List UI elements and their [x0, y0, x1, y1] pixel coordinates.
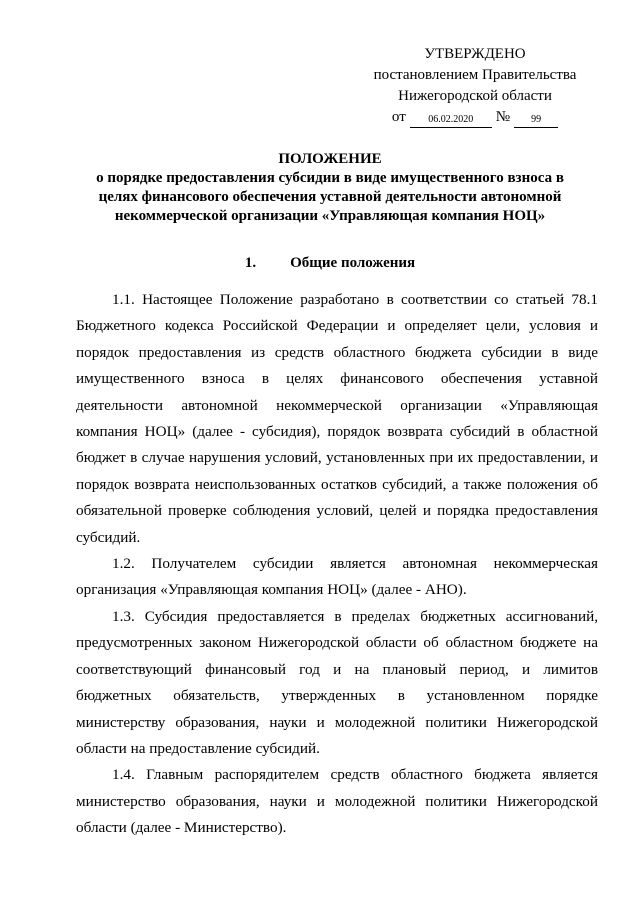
- document-body: [76, 287, 598, 842]
- paragraph-1-4: 1.4. Главным распорядителем средств областного бюджета является министерство образования, науки и молодежной политики Нижегородской области (далее - Министерство).: [76, 766, 598, 837]
- approval-region: Нижегородской области: [398, 88, 552, 104]
- approval-date-number-row: [360, 107, 590, 128]
- paragraph-1-1: 1.1. Настоящее Положение разработано в соответствии со статьей 78.1 Бюджетного кодекса Российской Федерации и определяет цели, условия и порядок предоставления из средств областного бюджета субсидии в виде имущественного взноса в целях финансового обеспечения уставной деятельности автономной некоммерческой организации «Управляющая компания НОЦ» (далее - субсидия), порядок возврата субсидий в областной бюджет в случае нарушения условий, установленных при их предоставлении, и порядок возврата неиспользованных остатков субсидий, а также положения об обязательной проверке соблюдения условий, целей и порядка предоставления субсидий.: [76, 291, 598, 546]
- approval-date: 06.02.2020: [410, 113, 492, 128]
- section-number: 1.: [244, 255, 257, 271]
- document-title-block: [80, 150, 580, 226]
- paragraph-1-2: 1.2. Получателем субсидии является автономная некоммерческая организация «Управляющая компания НОЦ» (далее - АНО).: [76, 555, 598, 599]
- paragraph-1-3: 1.3. Субсидия предоставляется в пределах бюджетных ассигнований, предусмотренных законом Нижегородской области об областном бюджете на соответствующий финансовый год и на плановый период, и лимитов бюджетных обязательств, утвержденных в установленном порядке министерству образования, науки и молодежной политики Нижегородской области на предоставление субсидий.: [76, 607, 598, 757]
- approval-number: 99: [514, 113, 558, 128]
- from-label: от: [391, 109, 406, 125]
- approval-authority: постановлением Правительства: [373, 67, 577, 83]
- approval-heading: УТВЕРЖДЕНО: [424, 46, 526, 62]
- document-title: ПОЛОЖЕНИЕ: [278, 151, 382, 167]
- section-heading: [80, 253, 580, 273]
- section-title: Общие положения: [290, 255, 416, 271]
- number-label: №: [495, 109, 511, 125]
- approval-stamp: [360, 44, 590, 128]
- document-subtitle: о порядке предоставления субсидии в виде имущественного взноса в целях финансового обеспечения уставной деятельности автономной некоммерческой организации «Управляющая компания НОЦ»: [96, 170, 564, 224]
